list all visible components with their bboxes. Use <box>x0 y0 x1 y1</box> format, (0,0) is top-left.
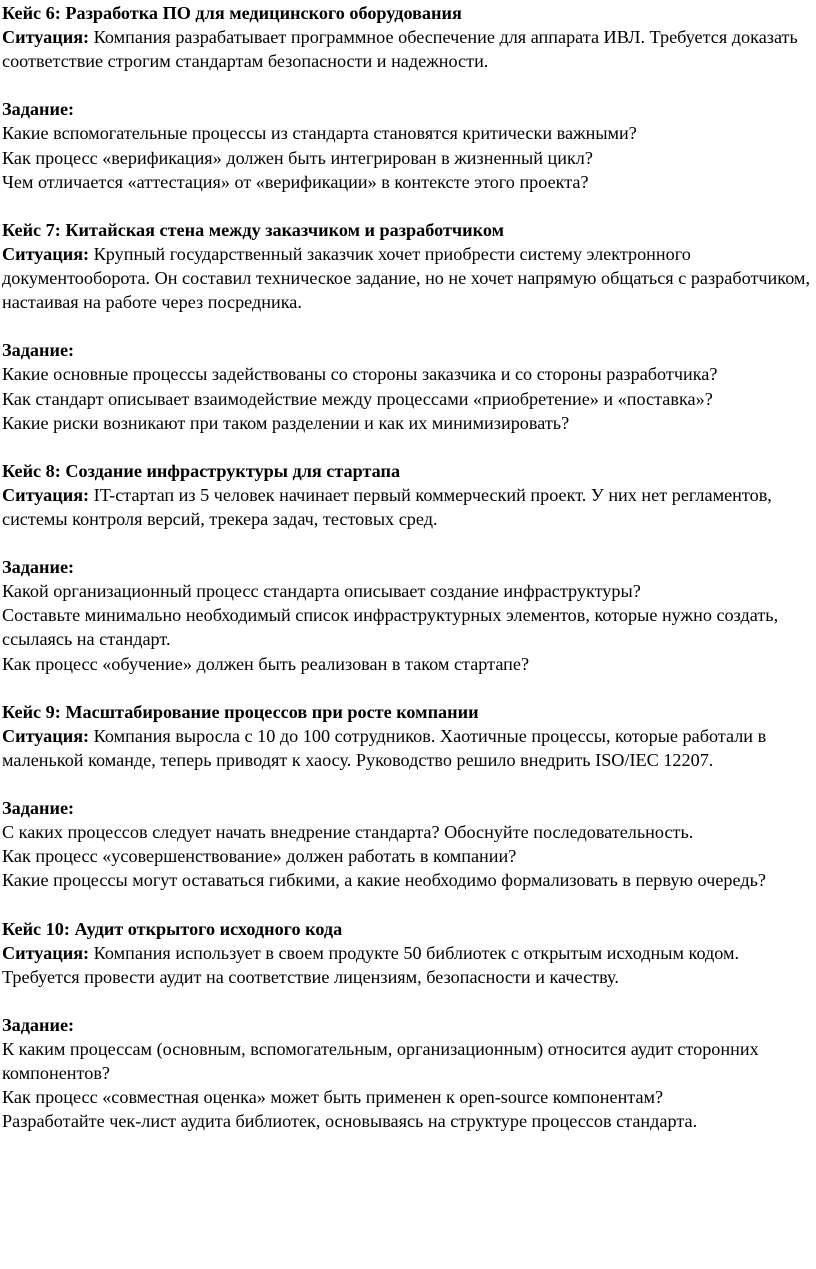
task-question: Как процесс «обучение» должен быть реализован в таком стартапе? <box>2 653 530 674</box>
case-7 <box>2 218 814 435</box>
situation-label: Ситуация: <box>2 942 90 963</box>
task-question: Какие вспомогательные процессы из стандарта становятся критически важными? <box>2 123 637 144</box>
case-title: Кейс 8: Создание инфраструктуры для стартапа <box>2 460 401 481</box>
case-8 <box>2 459 814 676</box>
task-question: Какие основные процессы задействованы со стороны заказчика и со стороны разработчика? <box>2 364 718 385</box>
case-9 <box>2 700 814 893</box>
case-situation <box>2 941 814 989</box>
case-situation <box>2 25 814 73</box>
situation-label: Ситуация: <box>2 725 90 746</box>
situation-label: Ситуация: <box>2 27 90 48</box>
document-body <box>2 1 814 1133</box>
task-label: Задание: <box>2 1014 75 1035</box>
case-10 <box>2 917 814 1134</box>
paragraph-gap <box>2 989 814 1013</box>
case-title: Кейс 7: Китайская стена между заказчиком и разработчиком <box>2 219 505 240</box>
task-label: Задание: <box>2 557 75 578</box>
paragraph-gap <box>2 73 814 97</box>
situation-text: Крупный государственный заказчик хочет приобрести систему электронного документооборота. Он составил техническое задание, но не хочет напрямую общаться с разработчиком, настаивая на работе через посредника. <box>2 243 810 313</box>
paragraph-gap <box>2 531 814 555</box>
task-label: Задание: <box>2 798 75 819</box>
situation-text: Компания использует в своем продукте 50 библиотек с открытым исходным кодом. Требуется провести аудит на соответствие лицензиям, безопасности и качеству. <box>2 942 740 987</box>
task-question: Какие процессы могут оставаться гибкими, а какие необходимо формализовать в первую очередь? <box>2 870 766 891</box>
paragraph-gap <box>2 314 814 338</box>
task-question: Какие риски возникают при таком разделении и как их минимизировать? <box>2 412 570 433</box>
task-question: Как процесс «верификация» должен быть интегрирован в жизненный цикл? <box>2 147 593 168</box>
situation-text: Компания разрабатывает программное обеспечение для аппарата ИВЛ. Требуется доказать соответствие строгим стандартам безопасности и надежности. <box>2 27 798 72</box>
task-question: Как стандарт описывает взаимодействие между процессами «приобретение» и «поставка»? <box>2 388 713 409</box>
task-label: Задание: <box>2 99 75 120</box>
situation-text: Компания выросла с 10 до 100 сотрудников. Хаотичные процессы, которые работали в маленькой команде, теперь приводят к хаосу. Руководство решило внедрить ISO/IEC 12207. <box>2 725 767 770</box>
task-label: Задание: <box>2 340 75 361</box>
task-question: Как процесс «усовершенствование» должен работать в компании? <box>2 846 517 867</box>
case-title: Кейс 10: Аудит открытого исходного кода <box>2 918 343 939</box>
task-question: Разработайте чек-лист аудита библиотек, основываясь на структуре процессов стандарта. <box>2 1111 698 1132</box>
case-situation <box>2 724 814 772</box>
case-situation <box>2 483 814 531</box>
paragraph-gap <box>2 772 814 796</box>
task-question: С каких процессов следует начать внедрение стандарта? Обоснуйте последовательность. <box>2 822 694 843</box>
task-question: Составьте минимально необходимый список инфраструктурных элементов, которые нужно создать, ссылаясь на стандарт. <box>2 605 779 650</box>
case-situation <box>2 242 814 314</box>
situation-label: Ситуация: <box>2 484 90 505</box>
task-question: Какой организационный процесс стандарта описывает создание инфраструктуры? <box>2 581 641 602</box>
situation-text: IT-стартап из 5 человек начинает первый коммерческий проект. У них нет регламентов, системы контроля версий, трекера задач, тестовых сред. <box>2 484 772 529</box>
case-6 <box>2 1 814 194</box>
situation-label: Ситуация: <box>2 243 90 264</box>
task-question: К каким процессам (основным, вспомогательным, организационным) относится аудит сторонних компонентов? <box>2 1039 759 1084</box>
task-question: Как процесс «совместная оценка» может быть применен к open-source компонентам? <box>2 1087 664 1108</box>
task-question: Чем отличается «аттестация» от «верификации» в контексте этого проекта? <box>2 171 589 192</box>
case-title: Кейс 6: Разработка ПО для медицинского оборудования <box>2 3 462 23</box>
case-title: Кейс 9: Масштабирование процессов при росте компании <box>2 701 479 722</box>
